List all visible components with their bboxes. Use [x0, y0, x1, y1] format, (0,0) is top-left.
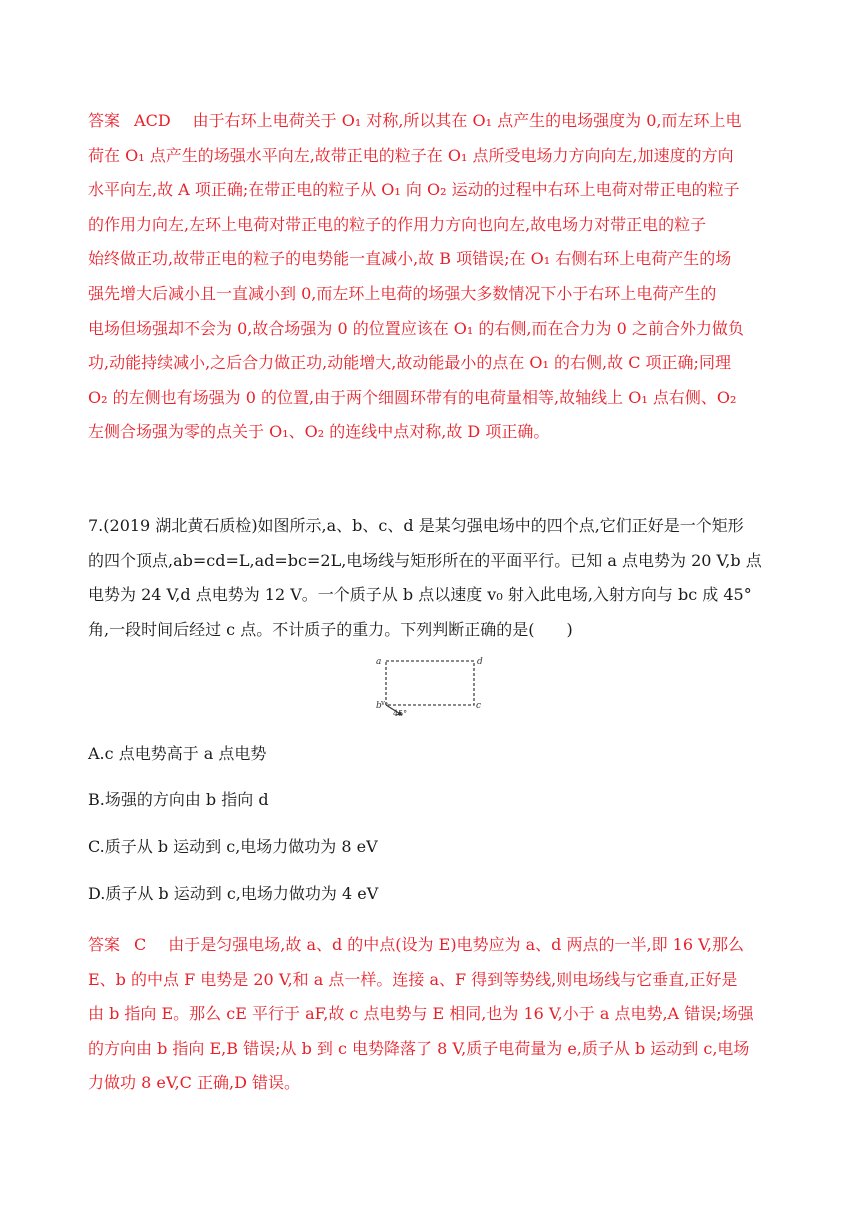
- rectangle-abcd: [386, 661, 474, 705]
- option-d: D.质子从 b 运动到 c,电场力做功为 4 eV: [88, 884, 379, 903]
- label-b: b: [376, 701, 382, 711]
- label-c: c: [476, 701, 482, 711]
- question-text-line: 的四个顶点,ab=cd=L,ad=bc=2L,电场线与矩形所在的平面平行。已知 a 点电势为 20 V,b 点: [88, 550, 762, 570]
- answer-block-1: [88, 104, 776, 450]
- answer-text-line: E、b 的中点 F 电势是 20 V,和 a 点一样。连接 a、F 得到等势线,则电场线与它垂直,正好是: [88, 969, 738, 989]
- answer-text-line: 荷在 O₁ 点产生的场强水平向左,故带正电的粒子在 O₁ 点所受电场力方向向左,加速度的方向: [88, 145, 734, 165]
- option-b: B.场强的方向由 b 指向 d: [88, 790, 269, 809]
- label-d: d: [477, 657, 483, 667]
- label-angle: 45°: [393, 709, 408, 718]
- answer-text-line: 由于右环上电荷关于 O₁ 对称,所以其在 O₁ 点产生的电场强度为 0,而左环上电: [192, 111, 742, 130]
- answer-label: 答案: [88, 935, 121, 954]
- label-a: a: [376, 657, 382, 667]
- answer-text-line: 电场但场强却不会为 0,故合场强为 0 的位置应该在 O₁ 的右侧,而在合力为 0 之前合外力做负: [88, 318, 744, 338]
- answer-text-line: 由 b 指向 E。那么 cE 平行于 aF,故 c 点电势与 E 相同,也为 16 V,小于 a 点电势,A 错误;场强: [88, 1004, 754, 1024]
- question-text-line: 电势为 24 V,d 点电势为 12 V。一个质子从 b 点以速度 v₀ 射入此电场,入射方向与 bc 成 45°: [88, 585, 752, 605]
- label-v0: v₀: [381, 699, 388, 707]
- answer-key: C: [134, 935, 147, 954]
- question-7-stem: [88, 509, 776, 647]
- question-text-line: 角,一段时间后经过 c 点。不计质子的重力。下列判断正确的是( ): [88, 619, 573, 639]
- answer-text-line: O₂ 的左侧也有场强为 0 的位置,由于两个细圆环带有的电荷量相等,故轴线上 O₁ 点右侧、O₂: [88, 387, 737, 407]
- answer-first-line: [88, 104, 776, 139]
- answer-text-line: 的方向由 b 指向 E,B 错误;从 b 到 c 电势降落了 8 V,质子电荷量为 e,质子从 b 运动到 c,电场: [88, 1038, 750, 1058]
- answer-text-line: 水平向左,故 A 项正确;在带正电的粒子从 O₁ 向 O₂ 运动的过程中右环上电荷对带正电的粒子: [88, 180, 740, 200]
- answer-text-line: 力做功 8 eV,C 正确,D 错误。: [88, 1073, 300, 1093]
- option-c: C.质子从 b 运动到 c,电场力做功为 8 eV: [88, 837, 378, 856]
- option-a: A.c 点电势高于 a 点电势: [88, 744, 267, 763]
- rectangle-figure: [376, 652, 492, 722]
- answer-text-line: 始终做正功,故带正电的粒子的电势能一直减小,故 B 项错误;在 O₁ 右侧右环上电荷产生的场: [88, 249, 732, 269]
- answer-key: ACD: [134, 111, 171, 130]
- answer-text-line: 强先增大后减小且一直减小到 0,而左环上电荷的场强大多数情况下小于右环上电荷产生的: [88, 283, 717, 303]
- answer-block-2: [88, 928, 776, 1101]
- answer-text-line: 由于是匀强电场,故 a、d 的中点(设为 E)电势应为 a、d 两点的一半,即 16 V,那么: [168, 935, 744, 954]
- answer-label: 答案: [88, 111, 121, 130]
- question-text-line: 7.(2019 湖北黄石质检)如图所示,a、b、c、d 是某匀强电场中的四个点,它们正好是一个矩形: [88, 516, 744, 535]
- answer-text-line: 的作用力向左,左环上电荷对带正电的粒子的作用力方向也向左,故电场力对带正电的粒子: [88, 214, 707, 234]
- answer-text-line: 左侧合场强为零的点关于 O₁、O₂ 的连线中点对称,故 D 项正确。: [88, 422, 550, 442]
- answer-first-line: [88, 928, 776, 963]
- answer-text-line: 功,动能持续减小,之后合力做正功,动能增大,故动能最小的点在 O₁ 的右侧,故 C 项正确;同理: [88, 353, 731, 373]
